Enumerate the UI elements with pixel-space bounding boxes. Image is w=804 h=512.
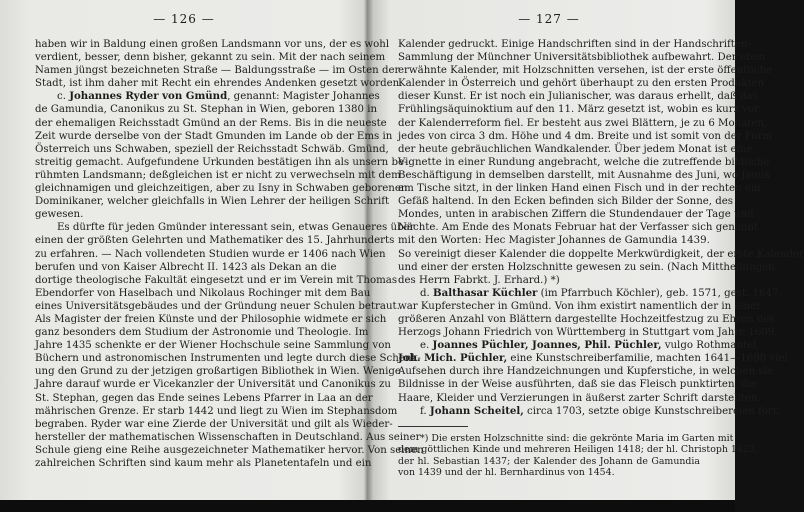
text-segment: Jahre 1435 schenkte er der Wiener Hochschule seine Sammlung von [35, 340, 391, 352]
text-segment: des Herrn Fabrkt. J. Erhard.) *) [398, 274, 560, 286]
text-line [35, 352, 421, 365]
text-line [35, 90, 380, 103]
text-line [35, 444, 424, 457]
text-segment: Österreich uns Schwaben, speziell der Reichsstadt Schwäb. Gmünd, [35, 143, 389, 155]
text-segment: der heute gebräuchlichen Wandkalender. Über jedem Monat ist eine [398, 143, 753, 155]
text-segment: f. [420, 405, 430, 417]
bold-name: Balthasar Küchler [433, 286, 538, 299]
text-segment: Jahre darauf wurde er Vicekanzler der Universität und Canonikus zu [35, 379, 391, 391]
text-line [398, 378, 757, 391]
text-line [398, 313, 775, 326]
text-segment: Gefäß haltend. In den Ecken befinden sich Bilder der Sonne, des [398, 196, 734, 208]
text-segment: erwähnte Kalender, mit Holzschnitten versehen, ist der erste öffentliche [398, 65, 773, 77]
text-segment: dem göttlichen Kinde und mehreren Heiligen 1418; der hl. Christoph 1423, [398, 444, 758, 456]
text-line [35, 51, 386, 64]
text-segment: ganz besonders dem Studium der Astronomie und Theologie. Im [35, 327, 369, 339]
text-line [398, 90, 758, 103]
text-segment: Dominikaner, welcher gleichfalls in Wien Lehrer der heiligen Schrift [35, 196, 390, 208]
text-segment: berufen und von Kaiser Albrecht II. 1423 als Dekan an die [35, 261, 337, 273]
text-line [398, 130, 773, 143]
text-segment: hersteller der mathematischen Wissenschaften in Deutschland. Aus seiner [35, 431, 421, 443]
text-line [35, 378, 391, 391]
text-line [398, 261, 775, 274]
text-segment: Als Magister der freien Künste und der Philosophie widmete er sich [35, 313, 387, 325]
text-line [398, 339, 760, 352]
text-line [398, 182, 761, 195]
text-line [398, 156, 770, 169]
text-segment: zahlreichen Schriften sind kaum mehr als Planetentafeln und ein [35, 458, 372, 469]
text-segment: zu erfahren. — Nach vollendeten Studien wurde er 1406 nach Wien [35, 248, 386, 260]
text-segment: jedes von circa 3 dm. Höhe und 4 dm. Breite und ist somit von der Form [398, 130, 773, 142]
text-line [35, 143, 389, 156]
text-line [398, 51, 765, 64]
page-number: — 126 — [153, 12, 215, 26]
text-line [35, 248, 386, 261]
text-line [398, 77, 765, 90]
text-segment: Namen jüngst bezeichneten Straße — Baldungsstraße — im Osten der [35, 65, 400, 77]
text-line [35, 405, 398, 418]
text-line [35, 339, 391, 352]
text-segment: Schule gieng eine Reihe ausgezeichneter Mathematiker hervor. Von seinen [35, 444, 424, 456]
text-line [398, 432, 734, 445]
text-segment: Beschäftigung in demselben darstellt, mit Ausnahme des Juni, wo Janus [398, 169, 770, 181]
text-line [398, 195, 734, 208]
text-segment: St. Stephan, gegen das Ende seines Lebens Pfarrer in Laa an der [35, 392, 373, 404]
text-segment: am Tische sitzt, in der linken Hand einen Fisch und in der rechten ein [398, 183, 761, 195]
text-line [35, 103, 378, 116]
text-segment: Haare, Kleider und Verzierungen in äußerst zarter Schrift darstellten. [398, 392, 761, 404]
text-line [398, 64, 773, 77]
text-segment: dortige theologische Fakultät eingesetzt und er im Verein mit Thomas [35, 274, 398, 286]
text-segment: de Gamundia, Canonikus zu St. Stephan in Wien, geboren 1380 in [35, 104, 378, 116]
text-segment: So vereinigt dieser Kalender die doppelte Merkwürdigkeit, der erste Kalender [398, 248, 804, 260]
text-segment: Nächte. Am Ende des Monats Februar hat der Verfasser sich genannt [398, 222, 759, 234]
text-line [35, 169, 401, 182]
text-segment: e. [420, 340, 433, 352]
text-line [398, 404, 781, 418]
text-line [35, 300, 400, 313]
bold-name: Johannes Ryder von Gmünd [69, 90, 228, 103]
text-line [35, 38, 390, 51]
text-segment: Zeit wurde derselbe von der Stadt Gmunden im Lande ob der Ems in [35, 130, 393, 142]
footnote [398, 432, 758, 479]
text-segment: verdient, besser, denn bisher, gekannt zu sein. Mit der nach seinem [35, 52, 386, 64]
text-segment: Kalender gedruckt. Einige Handschriften sind in der Handschriften- [398, 39, 751, 50]
text-line [35, 195, 390, 208]
text-line [35, 182, 408, 195]
text-segment: c. [57, 91, 70, 103]
text-line [35, 221, 415, 234]
text-segment: Herzogs Johann Friedrich von Württemberg in Stuttgart vom Jahre 1609. [398, 327, 778, 339]
text-line [35, 287, 371, 300]
text-segment: Aufsehen durch ihre Handzeichnungen und Kupferstiche, in welchen sie [398, 366, 773, 378]
text-line [35, 64, 400, 77]
text-line [35, 457, 372, 470]
text-line [398, 38, 751, 51]
scan-edge [0, 500, 735, 512]
text-line [398, 444, 758, 456]
text-segment: Bildnisse in der Weise ausführten, daß sie das Fleisch punktirten, die [398, 379, 757, 391]
text-segment: von 1439 und der hl. Bernhardinus von 1454. [398, 467, 615, 479]
page-body [35, 38, 424, 470]
bold-name: Johann Scheitel, [429, 404, 524, 417]
text-segment: eine Kunstschreiberfamilie, machten 1641—1698 viel [507, 353, 788, 365]
text-line [398, 169, 770, 182]
text-line [35, 313, 387, 326]
text-segment: ung den Grund zu der jetzigen großartigen Bibliothek in Wien. Wenige [35, 366, 401, 378]
text-segment: eines Universitätsgebäudes und der Gründung neuer Schulen betraut. [35, 300, 400, 312]
text-line [35, 208, 333, 221]
text-line [35, 392, 373, 405]
bold-name: Joh. Mich. Püchler, [398, 352, 508, 365]
text-segment: Sammlung der Münchner Universitätsbibliothek aufbewahrt. Der eben [398, 52, 765, 64]
text-segment: einen der größten Gelehrten und Mathematiker des 15. Jahrhunderts [35, 235, 395, 247]
text-segment: und einer der ersten Holzschnitte gewesen zu sein. (Nach Mittheilungen [398, 261, 775, 273]
text-line [398, 143, 753, 156]
text-line [398, 300, 762, 313]
text-line [398, 221, 759, 234]
text-line [398, 392, 761, 405]
text-line [35, 326, 369, 339]
text-segment: der hl. Sebastian 1437; der Kalender des Johann de Gamundia [398, 455, 700, 467]
text-line [35, 130, 393, 143]
text-segment: begraben. Ryder war eine Zierde der Universität und gilt als Wieder- [35, 418, 393, 430]
text-line [35, 418, 393, 431]
text-segment: , genannt: Magister Johannes [227, 91, 380, 103]
text-line [398, 352, 788, 365]
text-line [35, 431, 421, 444]
text-segment: d. [420, 287, 433, 299]
footnote-divider [398, 426, 468, 427]
text-line [35, 77, 403, 90]
text-segment: dieser Kunst. Er ist noch ein Julianischer, was daraus erhellt, daß das [398, 91, 758, 103]
text-segment: größeren Anzahl von Blättern dargestellte Hochzeitfestzug zu Ehren des [398, 313, 775, 325]
text-segment: Mondes, unten in arabischen Ziffern die Stundendauer der Tage und [398, 209, 754, 221]
left-page [35, 0, 424, 500]
text-segment: Frühlingsäquinoktium auf den 11. März gesetzt ist, wobin es kurz vor [398, 104, 759, 116]
text-segment: (im Pfarrbuch Köchler), geb. 1571, gest. 1647, [537, 287, 782, 299]
text-segment: der Kalenderreform fiel. Er besteht aus zwei Blättern, je zu 6 Monaten, [398, 117, 768, 129]
text-line [35, 156, 408, 169]
text-line [35, 261, 337, 274]
text-segment: *) Die ersten Holzschnitte sind: die gekrönte Maria im Garten mit [420, 432, 734, 444]
text-segment: Vignette in einer Rundung angebracht, welche die zutreffende bildliche [398, 156, 770, 168]
text-segment: gleichnamigen und gleichzeitigen, aber zu Isny in Schwaben geborenen [35, 183, 408, 195]
text-line [398, 117, 768, 130]
text-line [35, 234, 395, 247]
text-segment: Ebendorfer von Haselbach und Nikolaus Rochinger mit dem Bau [35, 287, 371, 299]
page-body [398, 38, 804, 479]
text-segment: Kalender in Österreich und gehört überhaupt zu den ersten Produkten [398, 78, 765, 90]
text-line [35, 274, 398, 287]
text-line [398, 208, 754, 221]
text-segment: war Kupferstecher in Gmünd. Von ihm existirt namentlich der in einer [398, 300, 762, 312]
text-segment: haben wir in Baldung einen großen Landsmann vor uns, der es wohl [35, 39, 390, 50]
text-segment: vulgo Rothmantel, [661, 340, 760, 352]
text-line [398, 456, 700, 468]
text-line [398, 326, 778, 339]
text-segment: mit den Worten: Hec Magister Johannes de Gamundia 1439. [398, 235, 710, 247]
text-segment: circa 1703, setzte obige Kunstschreibereien fort. [523, 405, 781, 417]
text-segment: Es dürfte für jeden Gmünder interessant sein, etwas Genaueres über [57, 222, 415, 234]
text-segment: Stadt, ist ihm daher mit Recht ein ehrendes Andenken gesetzt worden. [35, 78, 403, 90]
bold-name: Joannes Püchler, Joannes, Phil. Püchler, [432, 339, 662, 352]
text-segment: rühmten Landsmann; deßgleichen ist er nicht zu verwechseln mit dem [35, 169, 401, 181]
text-segment: gewesen. [35, 209, 84, 221]
text-line [398, 274, 700, 287]
text-line [398, 286, 782, 300]
text-line [398, 248, 804, 261]
text-line [398, 365, 773, 378]
text-segment: Büchern und astronomischen Instrumenten und legte durch diese Schenk- [35, 353, 421, 365]
right-page [398, 0, 804, 500]
text-segment: der ehemaligen Reichsstadt Gmünd an der Rems. Bis in die neueste [35, 117, 387, 129]
text-line [398, 234, 710, 247]
text-segment: streitig gemacht. Aufgefundene Urkunden bestätigen ihn als unsern be- [35, 156, 408, 168]
text-line [398, 467, 700, 479]
text-segment: mährischen Grenze. Er starb 1442 und liegt zu Wien im Stephansdom [35, 405, 398, 417]
text-line [35, 365, 401, 378]
page-number: — 127 — [518, 12, 580, 26]
text-line [398, 103, 759, 116]
text-line [35, 117, 387, 130]
